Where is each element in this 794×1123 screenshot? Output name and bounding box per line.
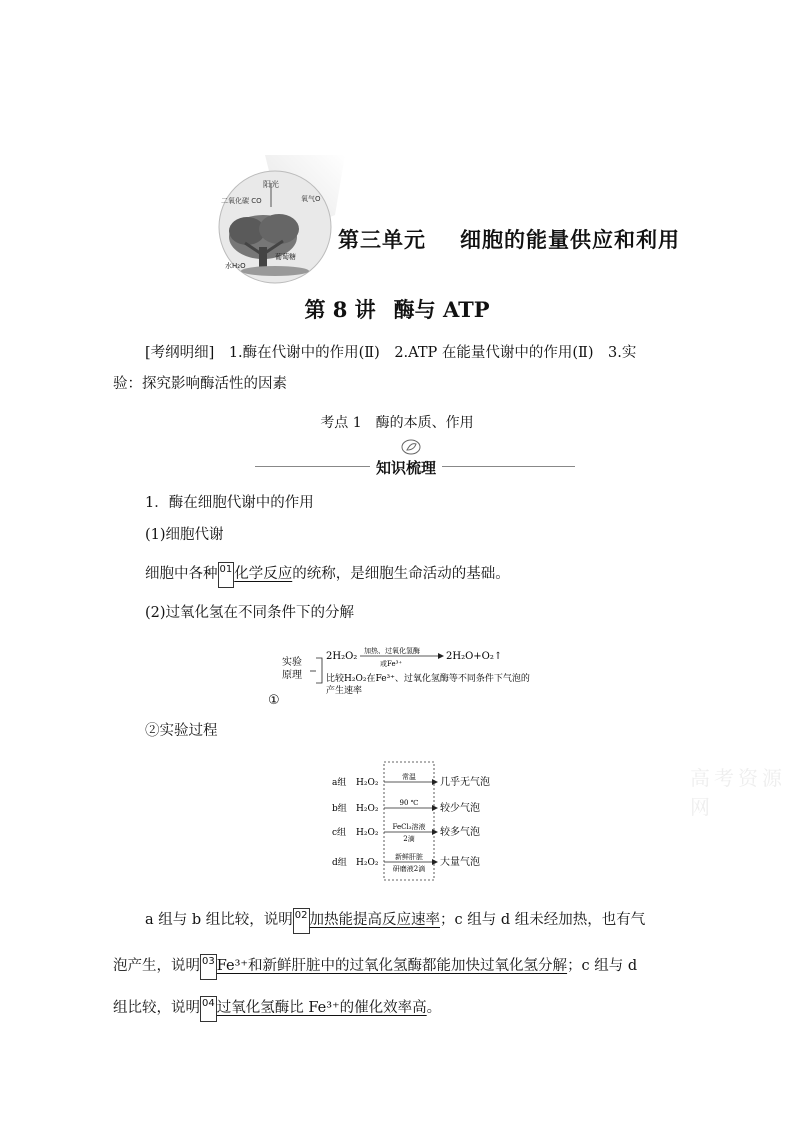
- product: 2H₂O+O₂↑: [446, 651, 503, 662]
- paragraph-1: 细胞中各种 01 化学反应的统称，是细胞生命活动的基础。: [145, 562, 725, 588]
- topic-name: 酶的本质、作用: [375, 415, 474, 431]
- heading-1-1: (1)细胞代谢: [145, 527, 224, 543]
- compare-line-2: 产生速率: [326, 686, 363, 696]
- topic-heading: [0, 412, 794, 432]
- experiment-process-diagram: [330, 760, 530, 885]
- heading-1: 1．酶在细胞代谢中的作用: [145, 495, 314, 511]
- lecture-name: 酶与 ATP: [393, 297, 490, 322]
- heading-experiment-process: ②实验过程: [145, 723, 218, 739]
- side-label-1: 实验: [282, 657, 302, 668]
- result-label: 大量气泡: [440, 857, 480, 868]
- answer-text: 化学反应: [234, 566, 293, 582]
- condition-bottom: 2滴: [403, 835, 415, 843]
- group-label: b组: [332, 804, 347, 814]
- watermark: 高考资源网: [690, 766, 786, 819]
- arrow-head: [432, 805, 438, 811]
- answer-text: 过氧化氢酶比 Fe³⁺的催化效率高: [216, 1000, 427, 1016]
- condition-top: 新鲜肝脏: [395, 853, 423, 861]
- reagent-label: H₂O₂: [356, 778, 379, 788]
- principle-diagram: [260, 643, 570, 709]
- leaf-icon: [401, 439, 421, 455]
- reagent-label: H₂O₂: [356, 804, 379, 814]
- unit-name: 细胞的能量供应和利用: [460, 228, 680, 252]
- exam-outline-line1: [考纲明细] 1.酶在代谢中的作用(Ⅱ) 2.ATP 在能量代谢中的作用(Ⅱ) 3.实: [145, 345, 637, 361]
- arrow-head: [432, 859, 438, 865]
- unit-number: 第三单元: [338, 228, 426, 252]
- answer-text: Fe³⁺和新鲜肝脏中的过氧化氢酶都能加快过氧化氢分解: [216, 958, 568, 974]
- group-label: d组: [332, 858, 347, 868]
- blank-number: 03: [200, 954, 217, 980]
- compare-line-1: 比较H₂O₂在Fe³⁺、过氧化氢酶等不同条件下气泡的: [326, 674, 530, 684]
- group-label: a组: [332, 778, 347, 788]
- answer-text: 加热能提高反应速率: [309, 912, 440, 928]
- lecture-number: 第 8 讲: [304, 297, 376, 322]
- result-label: 几乎无气泡: [440, 777, 490, 788]
- paragraph-3: 泡产生，说明 03 Fe³⁺和新鲜肝脏中的过氧化氢酶都能加快过氧化氢分解；c 组与 d: [113, 954, 693, 980]
- condition-bottom: 研磨液2滴: [392, 865, 426, 873]
- result-label: 较多气泡: [440, 827, 480, 838]
- condition-top: 常温: [402, 773, 416, 781]
- paragraph-2: a 组与 b 组比较，说明 02 加热能提高反应速率；c 组与 d 组未经加热，也有气: [145, 908, 725, 934]
- condition-top: 90 ℃: [399, 799, 419, 807]
- blank-number: 04: [200, 996, 217, 1022]
- condition-bottom: 或Fe³⁺: [380, 660, 403, 668]
- sun-label: 阳光: [263, 180, 279, 189]
- glucose-label: 葡萄糖: [275, 253, 296, 261]
- result-label: 较少气泡: [440, 803, 480, 814]
- photosynthesis-tree-illustration: [205, 155, 345, 290]
- heading-1-2: (2)过氧化氢在不同条件下的分解: [145, 605, 355, 621]
- condition-top: FeCl₃溶液: [392, 823, 426, 831]
- exam-outline-line2: 验：探究影响酶活性的因素: [113, 376, 287, 392]
- group-label: c组: [332, 828, 347, 838]
- section-label: 知识梳理: [370, 457, 442, 478]
- circle-number-1: ①: [268, 693, 280, 708]
- blank-number: 02: [293, 908, 310, 934]
- arrow-head: [432, 829, 438, 835]
- reagent-label: H₂O₂: [356, 858, 379, 868]
- unit-title: [338, 224, 680, 254]
- condition-top: 加热、过氧化氢酶: [364, 647, 420, 655]
- lecture-title: [0, 294, 794, 324]
- side-label-2: 原理: [282, 670, 302, 681]
- paragraph-4: 组比较，说明 04 过氧化氢酶比 Fe³⁺的催化效率高。: [113, 996, 693, 1022]
- o2-label: 氧气O: [301, 195, 321, 203]
- reagent-label: H₂O₂: [356, 828, 379, 838]
- co2-label: 二氧化碳 CO: [221, 197, 262, 205]
- topic-number: 考点 1: [320, 415, 362, 431]
- blank-number: 01: [218, 562, 235, 588]
- reactant: 2H₂O₂: [326, 651, 358, 662]
- water-label: 水H₂O: [225, 262, 246, 270]
- arrow-head: [432, 779, 438, 785]
